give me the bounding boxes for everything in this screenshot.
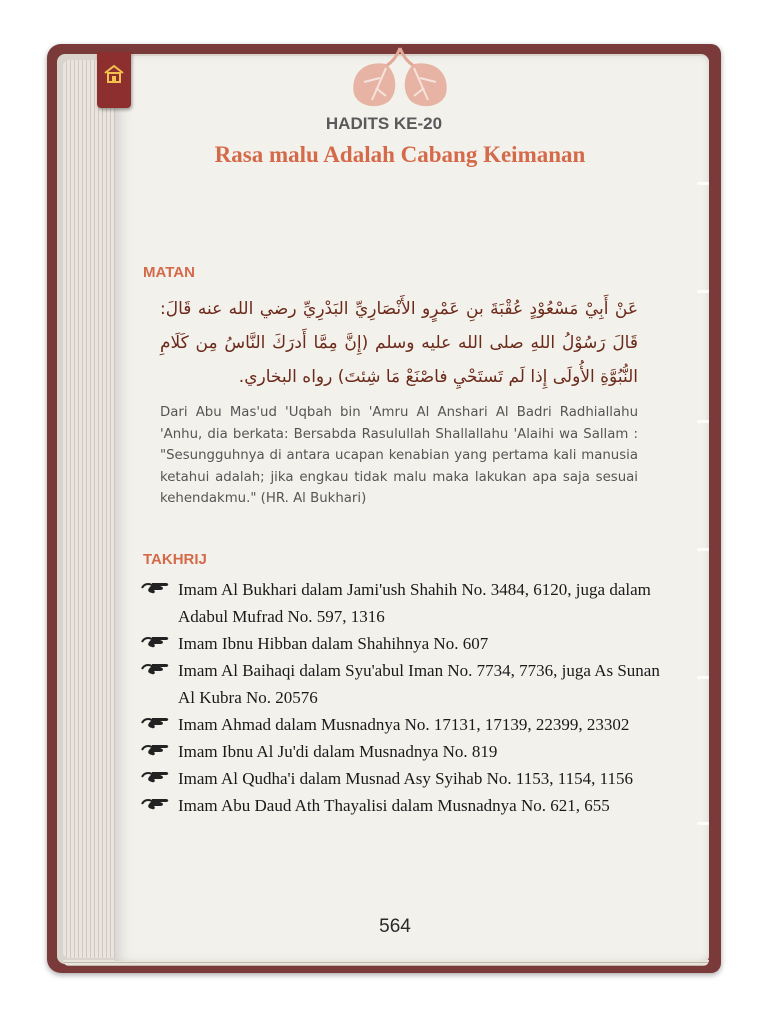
list-item <box>140 630 660 657</box>
page-marker <box>697 182 709 185</box>
pointing-hand-icon <box>140 794 174 814</box>
hadits-number: HADITS KE-20 <box>325 114 443 133</box>
arabic-text: عَنْ أَبِيْ مَسْعُوْدٍ عُقْبَةَ بنِ عَمْرٍو الأَنْصَارِيِّ البَدْرِيِّ رضي الله عنه قَالَ: قَالَ رَسُوْلُ اللهِ صلى الله عليه وسلم (إِنَّ مِمَّا أَدرَكَ النَّاسُ مِن كَلَامِ النُّبُوَّةِ الأُولَى إِذا لَم تَستَحْيِ فاصْنَعْ مَا شِئتَ) رواه البخاري. <box>160 299 638 387</box>
takhrij-item-text: Imam Al Baihaqi dalam Syu'abul Iman No. 7734, 7736, juga As Sunan Al Kubra No. 20576 <box>178 661 660 707</box>
pointing-hand-icon <box>140 632 174 652</box>
takhrij-item-text: Imam Ibnu Al Ju'di dalam Musnadnya No. 819 <box>178 742 498 761</box>
list-item <box>140 792 660 819</box>
takhrij-list <box>140 576 660 819</box>
list-item <box>140 576 660 630</box>
page-marker <box>697 822 709 825</box>
page-number: 564 <box>379 916 411 937</box>
takhrij-item-text: Imam Ibnu Hibban dalam Shahihnya No. 607 <box>178 634 489 653</box>
takhrij-item-text: Imam Abu Daud Ath Thayalisi dalam Musnadnya No. 621, 655 <box>178 796 610 815</box>
page-marker <box>697 290 709 293</box>
pointing-hand-icon <box>140 767 174 787</box>
pointing-hand-icon <box>140 578 174 598</box>
takhrij-item-text: Imam Ahmad dalam Musnadnya No. 17131, 17139, 22399, 23302 <box>178 715 630 734</box>
list-item <box>140 765 660 792</box>
page-edges <box>63 60 115 958</box>
takhrij-heading: TAKHRIJ <box>143 551 207 568</box>
takhrij-item-text: Imam Al Qudha'i dalam Musnad Asy Syihab No. 1153, 1154, 1156 <box>178 769 633 788</box>
matan-heading: MATAN <box>143 264 195 281</box>
pointing-hand-icon <box>140 713 174 733</box>
page-title: Rasa malu Adalah Cabang Keimanan <box>214 142 586 167</box>
list-item <box>140 738 660 765</box>
page-marker <box>697 676 709 679</box>
pointing-hand-icon <box>140 659 174 679</box>
takhrij-item-text: Imam Al Bukhari dalam Jami'ush Shahih No. 3484, 6120, juga dalam Adabul Mufrad No. 597, 1316 <box>178 580 651 626</box>
list-item <box>140 711 660 738</box>
page-marker <box>697 420 709 423</box>
translation-text: Dari Abu Mas'ud 'Uqbah bin 'Amru Al Anshari Al Badri Radhiallahu 'Anhu, dia berkata: Bersabda Rasulullah Shallallahu 'Alaihi wa Sallam : "Sesungguhnya di antara ucapan kenabian yang pertama kali manusia ketahui adalah; jika engkau tidak malu maka lakukan apa saja sesuai kehendakmu." (HR. Al Bukhari) <box>160 405 638 506</box>
leaf-ornament-icon <box>346 44 454 112</box>
page-marker <box>697 548 709 551</box>
home-bookmark-button[interactable] <box>97 52 131 108</box>
pointing-hand-icon <box>140 740 174 760</box>
home-icon <box>103 64 125 84</box>
list-item <box>140 657 660 711</box>
